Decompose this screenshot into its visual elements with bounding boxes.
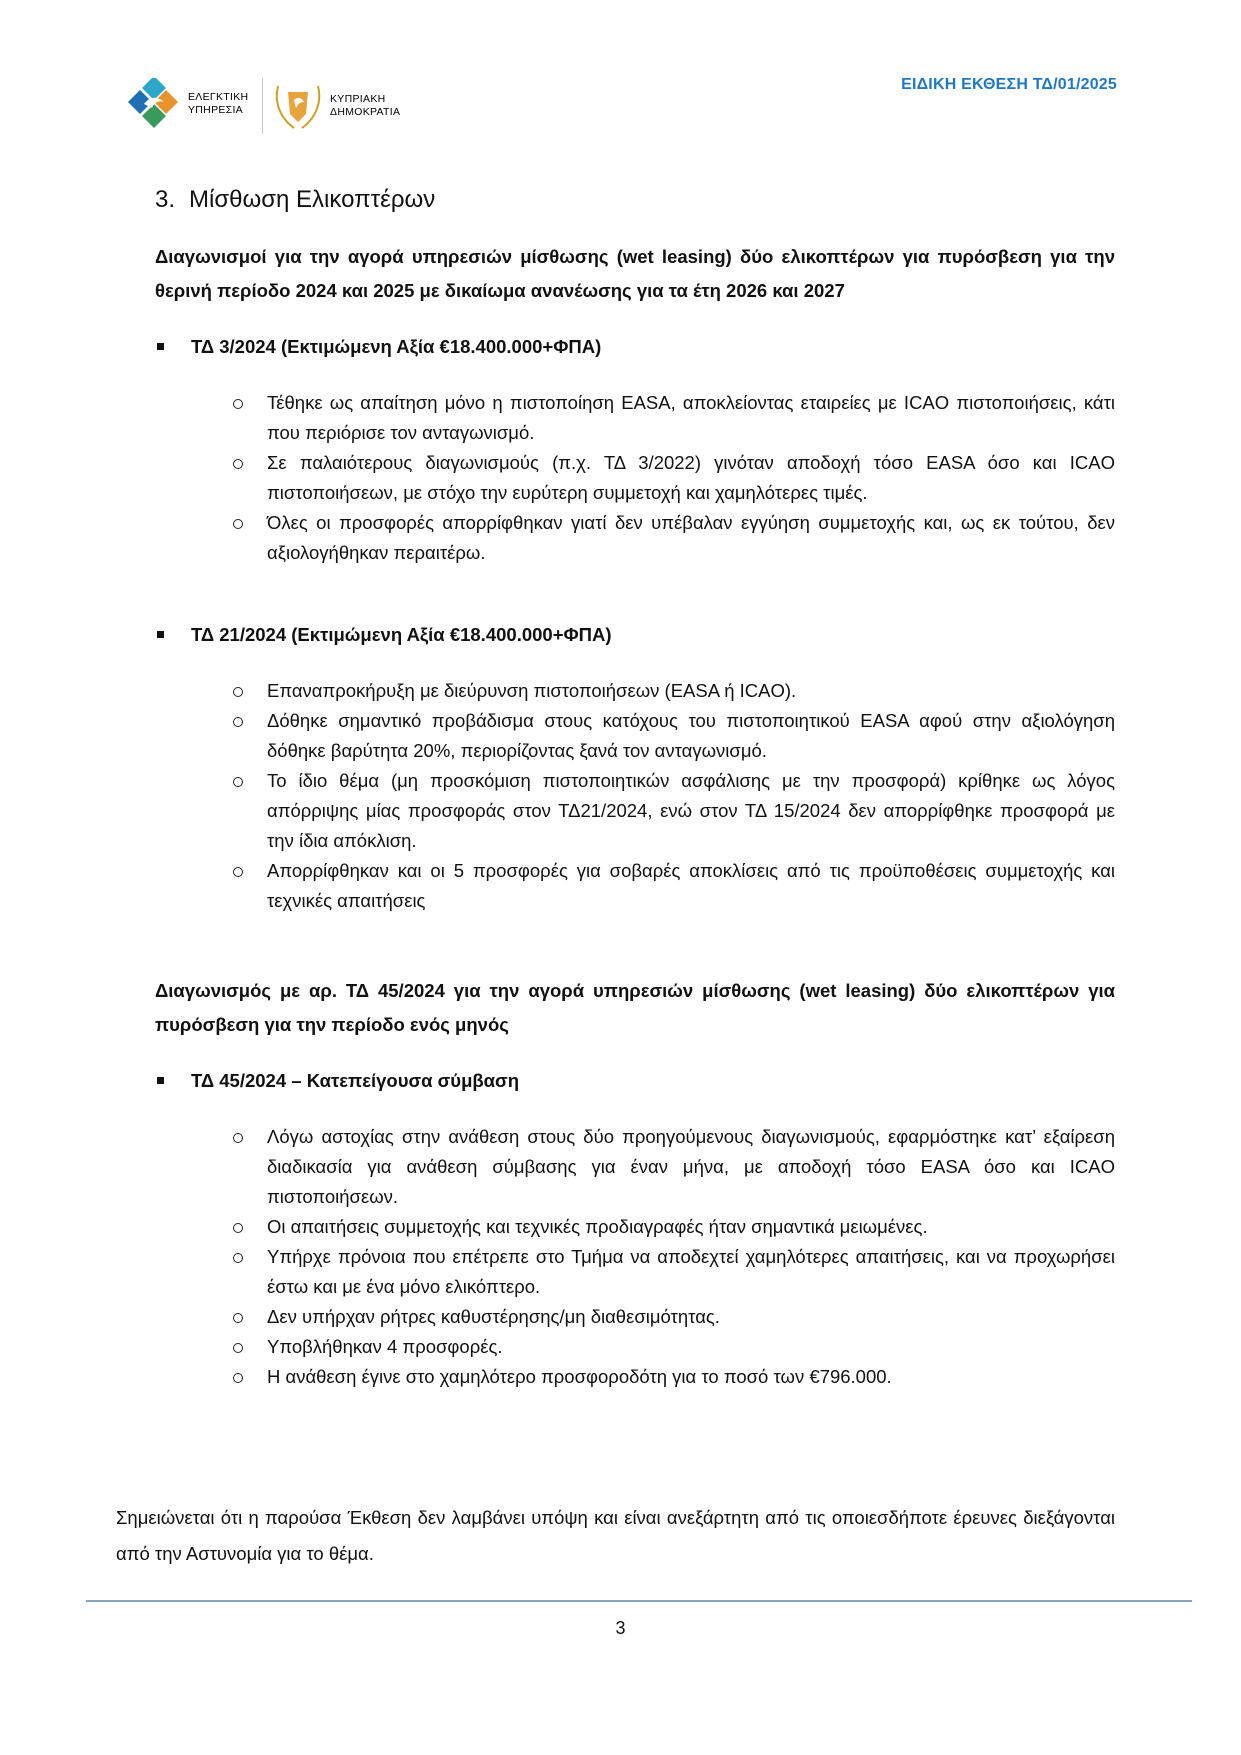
list-item-text: Σε παλαιότερους διαγωνισμούς (π.χ. ΤΔ 3/2022) γινόταν αποδοχή τόσο EASA όσο και ICAO πιστοποιήσεων, με στόχο την ευρύτερη συμμετοχή και χαμηλότερες τιμές. xyxy=(267,452,1115,503)
circle-bullet-icon xyxy=(233,777,243,787)
list-item xyxy=(267,856,1115,916)
list-item-text: Επαναπροκήρυξη με διεύρυνση πιστοποιήσεων (EASA ή ICAO). xyxy=(267,680,797,701)
tender-3-points xyxy=(155,1122,1115,1392)
list-item xyxy=(267,676,1115,706)
section-title xyxy=(155,180,1115,220)
list-item xyxy=(267,1212,1115,1242)
list-item xyxy=(267,508,1115,568)
circle-bullet-icon xyxy=(233,867,243,877)
tender-2-points xyxy=(155,676,1115,916)
list-item xyxy=(267,1362,1115,1392)
square-bullet-icon xyxy=(157,343,164,350)
report-reference: ΕΙΔΙΚΗ ΕΚΘΕΣΗ ΤΔ/01/2025 xyxy=(901,76,1117,93)
logo-divider xyxy=(262,78,263,134)
list-item xyxy=(267,1302,1115,1332)
list-item xyxy=(267,766,1115,856)
republic-logo-line2: ΔΗΜΟΚΡΑΤΙΑ xyxy=(330,106,401,118)
police-investigation-note: Σημειώνεται ότι η παρούσα Έκθεση δεν λαμβάνει υπόψη και είναι ανεξάρτητη από τις οποιεσδήποτε έρευνες διεξάγονται από την Αστυνομία για το θέμα. xyxy=(116,1507,1115,1564)
tender-title: ΤΔ 21/2024 (Εκτιμώμενη Αξία €18.400.000+ΦΠΑ) xyxy=(191,624,612,645)
footer-divider xyxy=(86,1600,1192,1602)
list-item-text: Υποβλήθηκαν 4 προσφορές. xyxy=(267,1336,503,1357)
circle-bullet-icon xyxy=(233,399,243,409)
tender-heading-1 xyxy=(155,330,1115,364)
group-heading-1: Διαγωνισμοί για την αγορά υπηρεσιών μίσθωσης (wet leasing) δύο ελικοπτέρων για πυρόσβεση για την θερινή περίοδο 2024 και 2025 με δικαίωμα ανανέωσης για τα έτη 2026 και 2027 xyxy=(155,246,1115,301)
list-item-text: Δεν υπήρχαν ρήτρες καθυστέρησης/μη διαθεσιμότητας. xyxy=(267,1306,720,1327)
list-item-text: Απορρίφθηκαν και οι 5 προσφορές για σοβαρές αποκλίσεις από τις προϋποθέσεις συμμετοχής και τεχνικές απαιτήσεις xyxy=(267,860,1115,911)
main-content xyxy=(155,176,1115,1392)
list-item xyxy=(267,1332,1115,1362)
tender-1-points xyxy=(155,388,1115,568)
tender-title: ΤΔ 45/2024 – Κατεπείγουσα σύμβαση xyxy=(191,1070,520,1091)
list-item-text: Το ίδιο θέμα (μη προσκόμιση πιστοποιητικών ασφάλισης με την προσφορά) κρίθηκε ως λόγος απόρριψης μίας προσφοράς στον ΤΔ21/2024, ενώ στον ΤΔ 15/2024 δεν απορρίφθηκε προσφορά με την ίδια απόκλιση. xyxy=(267,770,1115,851)
circle-bullet-icon xyxy=(233,687,243,697)
tender-title: ΤΔ 3/2024 (Εκτιμώμενη Αξία €18.400.000+ΦΠΑ) xyxy=(191,336,602,357)
page-header xyxy=(0,0,1241,150)
list-item-text: Όλες οι προσφορές απορρίφθηκαν γιατί δεν υπέβαλαν εγγύηση συμμετοχής και, ως εκ τούτου, δεν αξιολογήθηκαν περαιτέρω. xyxy=(267,512,1115,563)
circle-bullet-icon xyxy=(233,1133,243,1143)
tender-heading-3 xyxy=(155,1064,1115,1098)
circle-bullet-icon xyxy=(233,1223,243,1233)
cyprus-republic-emblem-icon xyxy=(272,80,432,136)
list-item-text: Η ανάθεση έγινε στο χαμηλότερο προσφοροδότη για το ποσό των €796.000. xyxy=(267,1366,892,1387)
list-item-text: Τέθηκε ως απαίτηση μόνο η πιστοποίηση EASA, αποκλείοντας εταιρείες με ICAO πιστοποιήσεις, κάτι που περιόρισε τον ανταγωνισμό. xyxy=(267,392,1115,443)
section-title-text: Μίσθωση Ελικοπτέρων xyxy=(189,186,436,213)
circle-bullet-icon xyxy=(233,717,243,727)
square-bullet-icon xyxy=(157,631,164,638)
tender-heading-2 xyxy=(155,618,1115,652)
list-item-text: Υπήρχε πρόνοια που επέτρεπε στο Τμήμα να αποδεχτεί χαμηλότερες απαιτήσεις, και να προχωρήσει έστω και με ένα μόνο ελικόπτερο. xyxy=(267,1246,1115,1297)
circle-bullet-icon xyxy=(233,459,243,469)
list-item xyxy=(267,388,1115,448)
republic-logo-line1: ΚΥΠΡΙΑΚΗ xyxy=(330,93,386,105)
square-bullet-icon xyxy=(157,1077,164,1084)
circle-bullet-icon xyxy=(233,1343,243,1353)
list-item xyxy=(267,1122,1115,1212)
list-item xyxy=(267,706,1115,766)
list-item xyxy=(267,1242,1115,1302)
circle-bullet-icon xyxy=(233,1373,243,1383)
group-heading-2: Διαγωνισμός με αρ. ΤΔ 45/2024 για την αγορά υπηρεσιών μίσθωσης (wet leasing) δύο ελικοπτέρων για πυρόσβεση για την περίοδο ενός μηνός xyxy=(155,980,1115,1035)
audit-logo-line2: ΥΠΗΡΕΣΙΑ xyxy=(188,104,243,116)
list-item-text: Δόθηκε σημαντικό προβάδισμα στους κατόχους του πιστοποιητικού EASA αφού στην αξιολόγηση δόθηκε βαρύτητα 20%, περιορίζοντας ξανά τον ανταγωνισμό. xyxy=(267,710,1115,761)
page-number: 3 xyxy=(615,1618,626,1638)
section-number: 3. xyxy=(155,186,176,213)
audit-office-logo-icon xyxy=(124,78,264,138)
circle-bullet-icon xyxy=(233,1253,243,1263)
list-item-text: Οι απαιτήσεις συμμετοχής και τεχνικές προδιαγραφές ήταν σημαντικά μειωμένες. xyxy=(267,1216,928,1237)
list-item-text: Λόγω αστοχίας στην ανάθεση στους δύο προηγούμενους διαγωνισμούς, εφαρμόστηκε κατ’ εξαίρεση διαδικασία για ανάθεση σύμβασης για έναν μήνα, με αποδοχή τόσο EASA όσο και ICAO πιστοποιήσεων. xyxy=(267,1126,1115,1207)
circle-bullet-icon xyxy=(233,1313,243,1323)
circle-bullet-icon xyxy=(233,519,243,529)
audit-logo-line1: ΕΛΕΓΚΤΙΚΗ xyxy=(188,91,249,103)
list-item xyxy=(267,448,1115,508)
